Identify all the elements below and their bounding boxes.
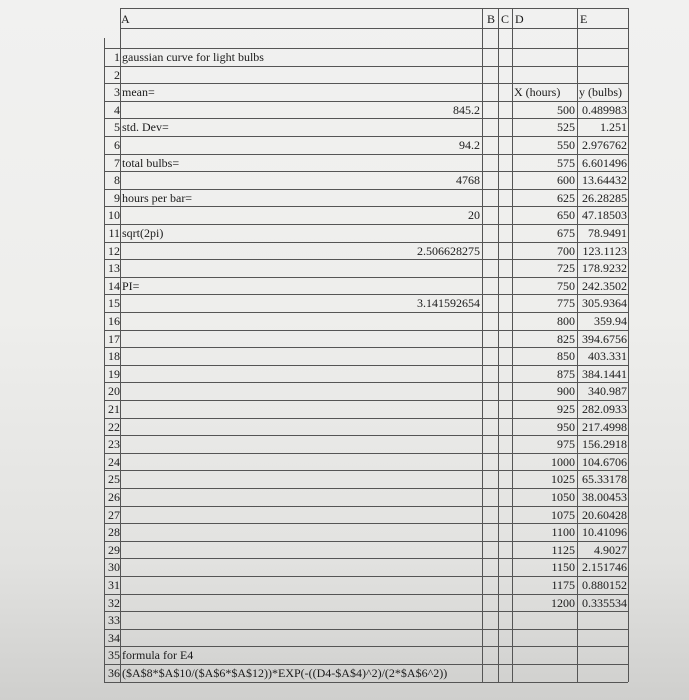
cell-e[interactable]: 65.33178: [582, 472, 627, 486]
cell-d[interactable]: 550: [557, 138, 575, 152]
cell-e[interactable]: 156.2918: [582, 437, 627, 451]
gridline-horizontal: [120, 28, 628, 29]
cell-e-header[interactable]: y (bulbs): [579, 85, 622, 99]
cell-e[interactable]: 384.1441: [582, 367, 627, 381]
row-number[interactable]: 24: [108, 455, 120, 469]
gridline-horizontal: [104, 470, 628, 471]
cell-d[interactable]: 925: [557, 402, 575, 416]
cell-a[interactable]: 2.506628275: [417, 244, 480, 258]
cell-e[interactable]: 242.3502: [582, 279, 627, 293]
gridline-horizontal: [104, 400, 628, 401]
cell-d[interactable]: 1175: [551, 578, 575, 592]
cell-a[interactable]: total bulbs=: [122, 156, 180, 170]
gridline-horizontal: [104, 576, 628, 577]
gridline-horizontal: [104, 523, 628, 524]
row-number[interactable]: 35: [108, 648, 120, 662]
cell-a[interactable]: 4768: [456, 173, 480, 187]
cell-e[interactable]: 6.601496: [582, 156, 627, 170]
column-header-a[interactable]: A: [121, 12, 130, 26]
row-number[interactable]: 30: [108, 560, 120, 574]
cell-a[interactable]: hours per bar=: [122, 191, 193, 205]
cell-d[interactable]: 1125: [551, 543, 575, 557]
gridline-horizontal: [104, 294, 628, 295]
cell-a[interactable]: gaussian curve for light bulbs: [122, 50, 264, 64]
cell-e[interactable]: 178.9232: [582, 261, 627, 275]
gridline-horizontal: [104, 189, 628, 190]
cell-d[interactable]: 775: [557, 296, 575, 310]
row-number[interactable]: 34: [108, 631, 120, 645]
cell-a[interactable]: mean=: [122, 85, 155, 99]
cell-e[interactable]: 123.1123: [582, 244, 627, 258]
row-number[interactable]: 11: [108, 226, 120, 240]
gridline-horizontal: [104, 242, 628, 243]
row-number[interactable]: 26: [108, 490, 120, 504]
cell-d[interactable]: 975: [557, 437, 575, 451]
cell-d[interactable]: 1200: [551, 596, 575, 610]
cell-e[interactable]: 10.41096: [582, 525, 627, 539]
column-header-e[interactable]: E: [580, 12, 588, 26]
gridline-horizontal: [104, 488, 628, 489]
cell-e[interactable]: 394.6756: [582, 332, 627, 346]
cell-a[interactable]: formula for E4: [122, 648, 194, 662]
row-number[interactable]: 15: [108, 296, 120, 310]
gridline-horizontal: [104, 277, 628, 278]
gridline-horizontal: [104, 330, 628, 331]
gridline-horizontal: [104, 664, 628, 665]
row-number[interactable]: 8: [114, 173, 120, 187]
cell-e[interactable]: 1.251: [600, 120, 627, 134]
cell-e[interactable]: 2.976762: [582, 138, 627, 152]
row-number[interactable]: 1: [114, 50, 120, 64]
gridline-horizontal: [104, 347, 628, 348]
cell-d[interactable]: 1050: [551, 490, 575, 504]
gridline-horizontal: [104, 558, 628, 559]
row-number[interactable]: 31: [108, 578, 120, 592]
gridline-horizontal: [104, 382, 628, 383]
row-number[interactable]: 32: [108, 596, 120, 610]
gridline-horizontal: [104, 312, 628, 313]
gridline-horizontal: [104, 611, 628, 612]
column-header-d[interactable]: D: [515, 12, 524, 26]
row-number[interactable]: 2: [114, 68, 120, 82]
cell-e[interactable]: 4.9027: [594, 543, 627, 557]
row-number[interactable]: 3: [114, 85, 120, 99]
gridline-horizontal: [104, 259, 628, 260]
cell-d[interactable]: 650: [557, 208, 575, 222]
gridline-horizontal: [104, 66, 628, 67]
cell-d[interactable]: 675: [557, 226, 575, 240]
cell-d[interactable]: 1000: [551, 455, 575, 469]
row-number[interactable]: 33: [108, 613, 120, 627]
cell-d[interactable]: 1025: [551, 472, 575, 486]
gridline-horizontal: [120, 8, 628, 9]
cell-d[interactable]: 875: [557, 367, 575, 381]
gridline-horizontal: [104, 118, 628, 119]
row-number[interactable]: 23: [108, 437, 120, 451]
row-number[interactable]: 7: [114, 156, 120, 170]
cell-d[interactable]: 700: [557, 244, 575, 258]
gridline-horizontal: [104, 541, 628, 542]
gridline-horizontal: [104, 365, 628, 366]
cell-e[interactable]: 0.335534: [582, 596, 627, 610]
cell-e[interactable]: 20.60428: [582, 508, 627, 522]
cell-e[interactable]: 47.18503: [582, 208, 627, 222]
gridline-horizontal: [104, 629, 628, 630]
gridline-horizontal: [104, 435, 628, 436]
cell-a[interactable]: std. Dev=: [122, 120, 169, 134]
cell-a[interactable]: PI=: [122, 279, 140, 293]
gridline-horizontal: [104, 48, 628, 49]
gridline-horizontal: [104, 646, 628, 647]
cell-e[interactable]: 359.94: [594, 314, 627, 328]
cell-d[interactable]: 800: [557, 314, 575, 328]
gridline-horizontal: [104, 453, 628, 454]
row-number[interactable]: 17: [108, 332, 120, 346]
cell-a[interactable]: ($A$8*$A$10/($A$6*$A$12))*EXP(-((D4-$A$4)^2)/(2*$A$6^2)): [122, 666, 448, 680]
row-number[interactable]: 14: [108, 279, 120, 293]
cell-d[interactable]: 950: [557, 420, 575, 434]
cell-d[interactable]: 500: [557, 103, 575, 117]
row-number[interactable]: 22: [108, 420, 120, 434]
row-number[interactable]: 13: [108, 261, 120, 275]
row-number[interactable]: 5: [114, 120, 120, 134]
gridline-horizontal: [104, 83, 628, 84]
row-number[interactable]: 36: [108, 666, 120, 680]
cell-a[interactable]: 94.2: [459, 138, 480, 152]
cell-e[interactable]: 0.489983: [582, 103, 627, 117]
cell-d[interactable]: 725: [557, 261, 575, 275]
row-number[interactable]: 29: [108, 543, 120, 557]
cell-d[interactable]: 600: [557, 173, 575, 187]
cell-e[interactable]: 340.987: [588, 384, 627, 398]
row-number[interactable]: 4: [114, 103, 120, 117]
gridline-horizontal: [104, 171, 628, 172]
gridline-vertical: [498, 8, 499, 682]
gridline-horizontal: [104, 154, 628, 155]
cell-d[interactable]: 1100: [551, 525, 575, 539]
row-number[interactable]: 25: [108, 472, 120, 486]
row-number[interactable]: 18: [108, 349, 120, 363]
gridline-horizontal: [104, 506, 628, 507]
cell-e[interactable]: 217.4998: [582, 420, 627, 434]
row-number[interactable]: 19: [108, 367, 120, 381]
gridline-horizontal: [104, 136, 628, 137]
cell-e[interactable]: 13.64432: [582, 173, 627, 187]
cell-e[interactable]: 104.6706: [582, 455, 627, 469]
cell-a[interactable]: 20: [468, 208, 480, 222]
column-header-c[interactable]: C: [501, 12, 510, 26]
cell-d[interactable]: 1075: [551, 508, 575, 522]
cell-e[interactable]: 2.151746: [582, 560, 627, 574]
row-number[interactable]: 10: [108, 208, 120, 222]
cell-e[interactable]: 0.880152: [582, 578, 627, 592]
gridline-vertical: [120, 8, 121, 682]
gridline-horizontal: [104, 682, 628, 683]
row-number[interactable]: 6: [114, 138, 120, 152]
gridline-vertical: [628, 8, 629, 682]
gridline-horizontal: [104, 594, 628, 595]
cell-d[interactable]: 625: [557, 191, 575, 205]
cell-d[interactable]: 750: [557, 279, 575, 293]
cell-a[interactable]: sqrt(2pi): [122, 226, 164, 240]
gridline-horizontal: [104, 418, 628, 419]
gridline-horizontal: [104, 206, 628, 207]
gridline-horizontal: [104, 224, 628, 225]
column-header-b[interactable]: B: [487, 12, 496, 26]
row-number[interactable]: 12: [108, 244, 120, 258]
row-number[interactable]: 16: [108, 314, 120, 328]
cell-a[interactable]: 3.141592654: [417, 296, 480, 310]
cell-d[interactable]: 525: [557, 120, 575, 134]
row-number[interactable]: 28: [108, 525, 120, 539]
cell-d[interactable]: 1150: [551, 560, 575, 574]
row-number[interactable]: 21: [108, 402, 120, 416]
cell-d[interactable]: 900: [557, 384, 575, 398]
gridline-vertical: [482, 8, 483, 682]
row-number[interactable]: 20: [108, 384, 120, 398]
cell-e[interactable]: 78.9491: [588, 226, 627, 240]
cell-a[interactable]: 845.2: [453, 103, 480, 117]
cell-e[interactable]: 26.28285: [582, 191, 627, 205]
cell-e[interactable]: 305.9364: [582, 296, 627, 310]
gridline-horizontal: [104, 101, 628, 102]
cell-d[interactable]: 575: [557, 156, 575, 170]
row-number[interactable]: 9: [114, 191, 120, 205]
cell-d[interactable]: 850: [557, 349, 575, 363]
cell-e[interactable]: 282.0933: [582, 402, 627, 416]
cell-e[interactable]: 38.00453: [582, 490, 627, 504]
cell-e[interactable]: 403.331: [588, 349, 627, 363]
cell-d[interactable]: 825: [557, 332, 575, 346]
cell-d-header[interactable]: X (hours): [514, 85, 561, 99]
row-number[interactable]: 27: [108, 508, 120, 522]
